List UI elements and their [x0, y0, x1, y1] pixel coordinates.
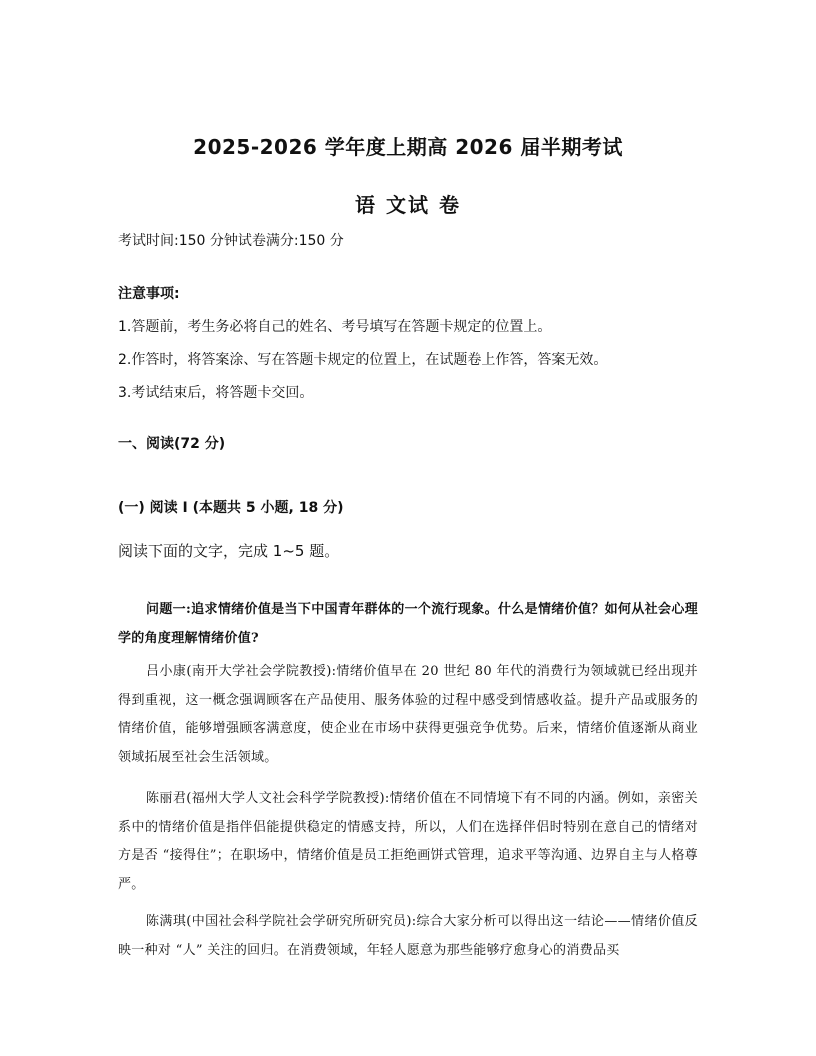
subject-title: 语 文试 卷: [355, 193, 461, 217]
reading-instruction: 阅读下面的文字，完成 1~5 题。: [118, 542, 340, 560]
notice-item: 2.作答时，将答案涂、写在答题卡规定的位置上，在试题卷上作答，答案无效。: [118, 352, 608, 368]
exam-title: 2025-2026 学年度上期高 2026 届半期考试: [193, 135, 623, 159]
passage-paragraph: 陈丽君(福州大学人文社会科学学院教授):情绪价值在不同情境下有不同的内涵。例如，亲密关系中的情绪价值是指伴侣能提供稳定的情感支持，所以，人们在选择伴侣时特别在意自己的情绪对方是否 “接得住”；在职场中，情绪价值是员工拒绝画饼式管理，追求平等沟通、边界自主与人格尊严。: [118, 791, 698, 892]
passage-question: 问题一:追求情绪价值是当下中国青年群体的一个流行现象。什么是情绪价值？如何从社会心理学的角度理解情绪价值?: [118, 602, 698, 646]
subsection-heading: (一) 阅读 I (本题共 5 小题, 18 分): [118, 500, 344, 516]
notice-item: 3.考试结束后，将答题卡交回。: [118, 385, 314, 401]
notice-title: 注意事项:: [118, 286, 180, 302]
passage-paragraph: 吕小康(南开大学社会学院教授):情绪价值早在 20 世纪 80 年代的消费行为领域就已经出现并得到重视，这一概念强调顾客在产品使用、服务体验的过程中感受到情感收益。提升产品或服务的情绪价值，能够增强顾客满意度，使企业在市场中获得更强竞争优势。后来，情绪价值逐渐从商业领域拓展至社会生活领域。: [118, 664, 698, 765]
notice-item: 1.答题前，考生务必将自己的姓名、考号填写在答题卡规定的位置上。: [118, 319, 552, 335]
exam-info: 考试时间:150 分钟试卷满分:150 分: [118, 233, 344, 249]
section-heading: 一、阅读(72 分): [118, 436, 226, 452]
passage-paragraph: 陈满琪(中国社会科学院社会学研究所研究员):综合大家分析可以得出这一结论——情绪价值反映一种对 “人” 关注的回归。在消费领域，年轻人愿意为那些能够疗愈身心的消费品买: [118, 914, 698, 958]
